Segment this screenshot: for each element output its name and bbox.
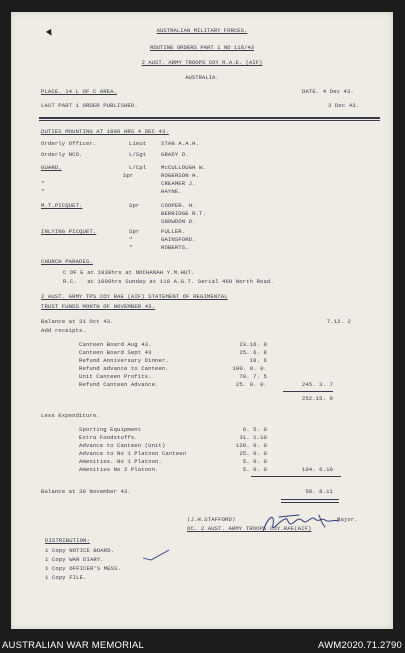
balance-close-label: Balance at 30 November 43. xyxy=(41,488,131,495)
expenditure-item: Amenities No 2 Platoon. xyxy=(79,466,159,473)
duty-role: Orderly Officer. xyxy=(41,140,97,147)
expenditure-amount: 5. 0. 0 xyxy=(242,466,267,473)
duty-role: M.T.PICQUET. xyxy=(41,202,83,209)
expenditure-amount: 8. 5. 0 xyxy=(242,426,267,433)
duty-role: Orderly NCO. xyxy=(41,151,83,158)
duty-name: SNOWDON D. xyxy=(161,218,196,225)
document-page xyxy=(11,12,393,629)
expenditure-item: Advance to Canteen (Unit) xyxy=(79,442,166,449)
expenditure-item: Sporting Equipment xyxy=(79,426,142,433)
duty-rank: " xyxy=(129,236,133,243)
balance-close-amount: 58. 8.11 xyxy=(305,488,333,495)
duty-name: STAN A.A.H. xyxy=(161,140,200,147)
duty-name: BERRIDGE R.T. xyxy=(161,210,206,217)
receipt-amount: 70. 7. 5 xyxy=(239,373,267,380)
handwritten-signature-icon xyxy=(259,511,359,537)
total-rule xyxy=(251,476,341,477)
expenditure-total: 194. 6.10 xyxy=(301,466,333,473)
divider-rule xyxy=(39,117,380,119)
duty-rank: Spr xyxy=(129,202,140,209)
signatory-name: (J.H.STAFFORD) xyxy=(187,516,236,523)
subtotal: 252.15. 9 xyxy=(301,395,333,402)
duty-role: GUARD. xyxy=(41,164,62,171)
footer-archive-name: AUSTRALIAN WAR MEMORIAL xyxy=(2,640,145,651)
footer-accession-number: AWM2020.71.2790 xyxy=(318,640,402,651)
duty-role: " xyxy=(41,188,45,195)
duty-name: CREAMER J. xyxy=(161,180,196,187)
expenditure-item: Advance to No 1 Platoon Canteen xyxy=(79,450,187,457)
last-order-date: 3 Dec 43. xyxy=(328,102,360,109)
receipt-item: Canteen Board Sept 43 xyxy=(79,349,152,356)
header-country: AUSTRALIA. xyxy=(185,74,219,81)
duty-rank: " xyxy=(129,244,133,251)
receipt-amount: 25. 0. 0. xyxy=(235,381,267,388)
duty-rank: L/Cpl xyxy=(129,164,147,171)
total-rule xyxy=(281,499,339,500)
duty-name: ROBERTS. xyxy=(161,244,189,251)
header-unit: 2 AUST. ARMY TROOPS COY R.A.E. (AIF) xyxy=(141,59,263,66)
distribution-item: 1 Copy FILE. xyxy=(45,574,87,581)
expenditure-item: Amenities. No 1 Platoon. xyxy=(79,458,162,465)
receipt-item: Refund Anniversary Dinner. xyxy=(79,357,169,364)
duty-rank: Spr xyxy=(123,172,134,179)
signatory-rank: Major. xyxy=(337,516,358,523)
balance-open-label: Balance at 31 Oct 43. xyxy=(41,318,114,325)
duty-name: McCULLOUGH W. xyxy=(161,164,206,171)
statement-heading: 2 AUST. ARMY TPS COY RAE (AIF) STATEMENT OF REGIMENTAL xyxy=(41,293,228,300)
duties-heading: DUTIES MOUNTING AT 1800 HRS 4 DEC 43. xyxy=(41,128,169,135)
add-receipts-label: Add receipts. xyxy=(41,327,86,334)
total-rule xyxy=(281,502,339,503)
expenditure-amount: 31. 1.10 xyxy=(239,434,267,441)
duty-role: " xyxy=(41,180,45,187)
less-expenditure-label: Less Expenditure. xyxy=(41,412,100,419)
duty-name: ROGERSON H. xyxy=(161,172,200,179)
duty-name: HAYNE. xyxy=(161,188,182,195)
signatory-title: OC. 2 AUST. ARMY TROOPS COY.RAE(AIF) xyxy=(187,525,312,532)
receipt-item: Unit Canteen Profits. xyxy=(79,373,152,380)
header-org: AUSTRALIAN MILITARY FORCES. xyxy=(156,27,248,34)
church-line: C OF E at 1930hrs at NOCHANAH Y.M.HUT. xyxy=(63,269,195,276)
distribution-item: 1 Copy NOTICE BOARD. xyxy=(45,547,115,554)
receipt-amount: 23.16. 0 xyxy=(239,341,267,348)
receipt-item: Refund advance to Canteen. xyxy=(79,365,169,372)
place: PLACE. 14 L OF C AREA. xyxy=(41,88,118,95)
receipt-item: Canteen Board Aug 43. xyxy=(79,341,152,348)
receipt-item: Refund Canteen Advance. xyxy=(79,381,159,388)
duty-rank: Spr xyxy=(129,228,140,235)
receipt-amount: 18. 6 xyxy=(249,357,267,364)
duty-name: GRADY D. xyxy=(161,151,189,158)
church-line: R.C. at 1000hrs Sunday at 118 A.G.T. Serial 468 North Road. xyxy=(63,278,274,285)
duty-rank: L/Sgt xyxy=(129,151,147,158)
date: DATE. 4 Dec 43. xyxy=(302,88,354,95)
duty-name: GAINSFORD. xyxy=(161,236,196,243)
receipts-total: 245. 3. 7 xyxy=(301,381,333,388)
statement-heading: TRUST FUNDS MONTH OF NOVEMBER 43. xyxy=(41,303,156,310)
distribution-item: 1 Copy OFFICER'S MESS. xyxy=(45,565,122,572)
distribution-heading: DISTRIBUTION: xyxy=(45,537,90,544)
expenditure-amount: 120. 0. 0 xyxy=(235,442,267,449)
duty-rank: Lieut xyxy=(129,140,147,147)
divider-rule xyxy=(39,120,380,121)
church-heading: CHURCH PARADES. xyxy=(41,258,93,265)
receipt-amount: 100. 0. 0. xyxy=(232,365,267,372)
expenditure-item: Extra Foodstuffs. xyxy=(79,434,138,441)
duty-role: INLYING PICQUET. xyxy=(41,228,97,235)
distribution-item: 1 Copy WAR DIARY. xyxy=(45,556,104,563)
total-rule xyxy=(283,391,333,392)
expenditure-amount: 5. 0. 0 xyxy=(242,458,267,465)
expenditure-amount: 25. 0. 0 xyxy=(239,450,267,457)
header-orders: ROUTINE ORDERS PART 1 NO 118/43 xyxy=(149,44,255,51)
last-order-label: LAST PART 1 ORDER PUBLISHED. xyxy=(41,102,138,109)
duty-name: FULLER. xyxy=(161,228,186,235)
duty-name: COOPER. H. xyxy=(161,202,196,209)
receipt-amount: 25. 6. 8 xyxy=(239,349,267,356)
balance-open-amount: 7.12. 2 xyxy=(326,318,351,325)
pen-tick-icon xyxy=(141,548,171,562)
